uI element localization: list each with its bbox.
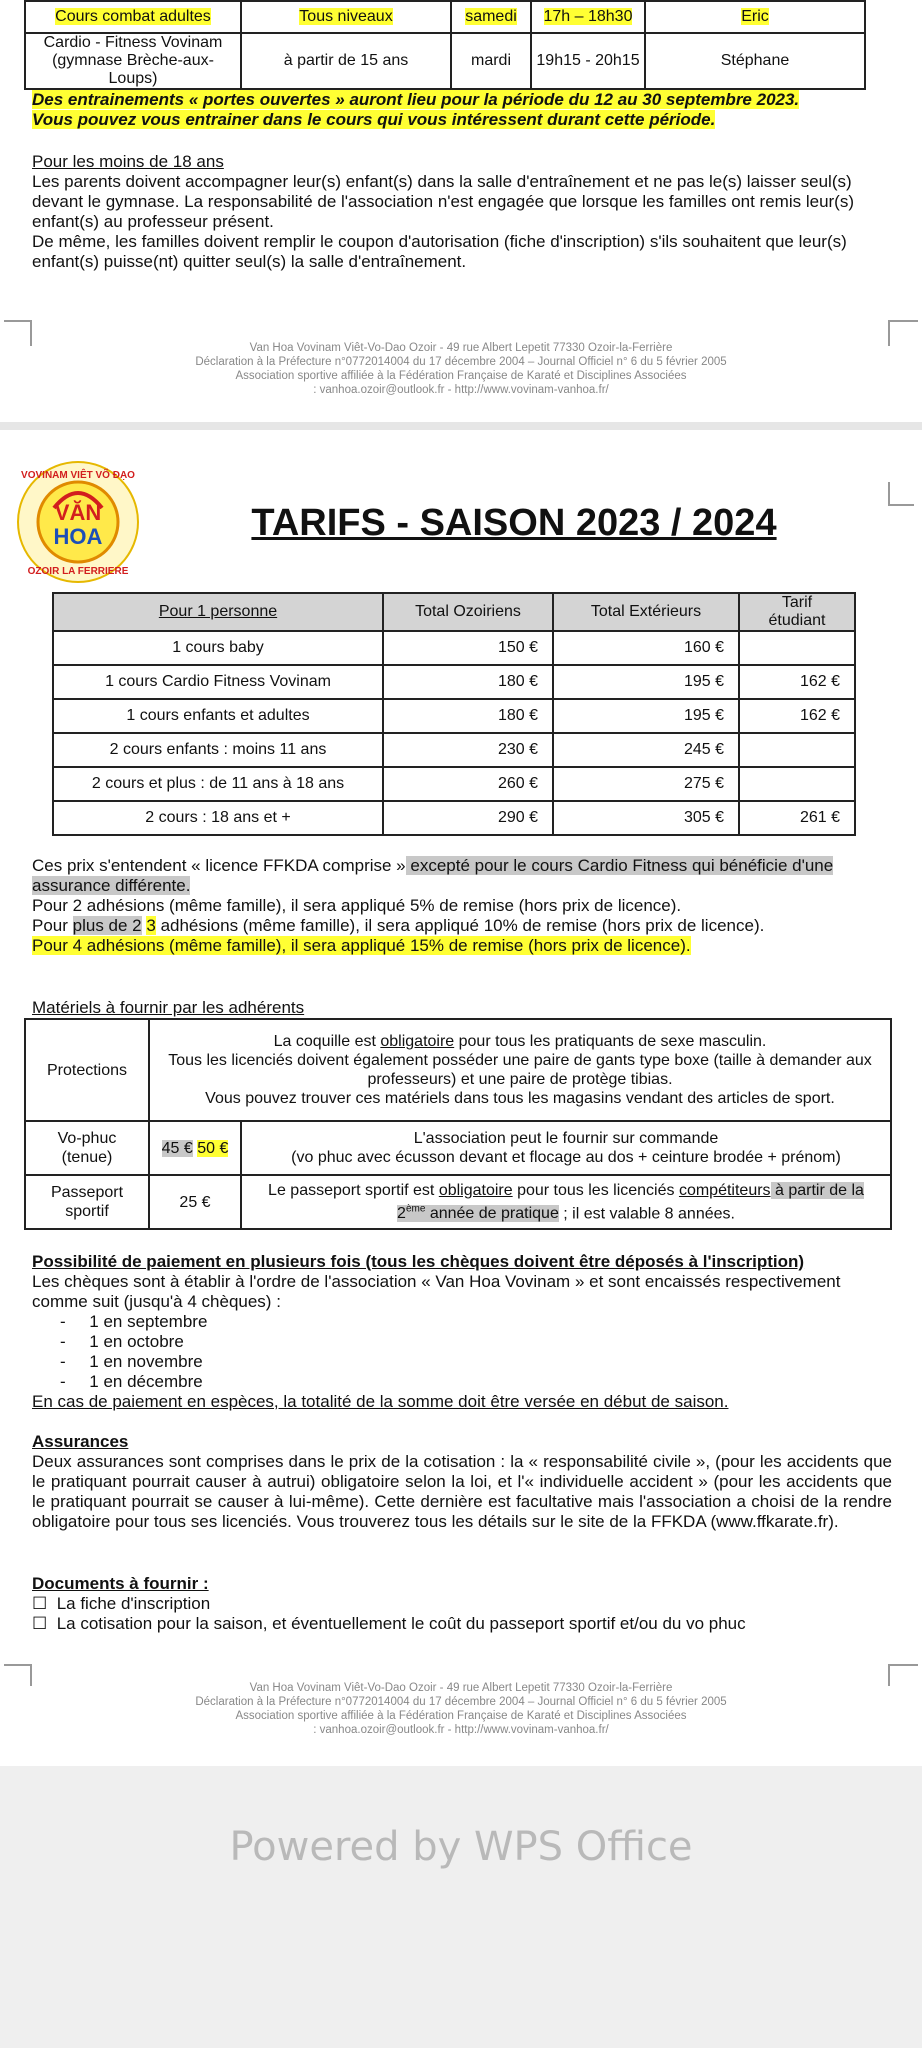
checkbox-icon: ☐ xyxy=(32,1614,48,1633)
logo-text: HOA xyxy=(53,524,103,549)
price-cell: 275 € xyxy=(553,767,739,801)
list-item xyxy=(32,1614,892,1634)
highlight-text: Pour 4 adhésions (même famille), il sera appliqué 15% de remise (hors prix de licence). xyxy=(32,936,691,955)
text: compétiteurs xyxy=(678,1181,771,1199)
text: 1 en septembre xyxy=(89,1312,208,1331)
text: 1 en novembre xyxy=(89,1352,203,1371)
table-row xyxy=(25,1175,891,1229)
text: 1 en décembre xyxy=(89,1372,203,1391)
footer-line: Association sportive affiliée à la Fédération Française de Karaté et Disciplines Associées xyxy=(235,370,687,382)
list-item: - 1 en septembre xyxy=(60,1312,208,1331)
price-cell: 160 € xyxy=(553,631,739,665)
row-label: 2 cours enfants : moins 11 ans xyxy=(53,733,383,767)
table-row xyxy=(53,767,855,801)
discount-4 xyxy=(32,936,892,956)
powered-text: Powered by WPS Office xyxy=(229,1824,693,1870)
price-cell: 162 € xyxy=(739,699,855,733)
price-cell xyxy=(739,767,855,801)
footer-line: Van Hoa Vovinam Viêt-Vo-Dao Ozoir - 49 rue Albert Lepetit 77330 Ozoir-la-Ferrière xyxy=(249,342,673,354)
powered-banner xyxy=(0,1766,922,2048)
club-logo xyxy=(14,458,142,586)
day-cell: mardi xyxy=(451,33,531,89)
assurances-text: Deux assurances sont comprises dans le prix de la cotisation : la « responsabilité civile », (pour les accidents que le pratiquant pourrait causer à autrui) obligatoire selon la loi, et l'« individuelle accident » (pour les accidents que le pratiquant pourrait se causer à lui-même). Cette dernière est facultative mais l'association a choisi de la rendre obligatoire pour tous ses licenciés. Vous trouverez tous les détails sur le site de la FFKDA (www.ffkarate.fr). xyxy=(32,1452,892,1531)
minors-paragraph2: De même, les familles doivent remplir le coupon d'autorisation (fiche d'inscription) s'ils souhaitent que leur(s) enfant(s) puisse(nt) quitter seul(s) la salle d'entraînement. xyxy=(32,232,847,271)
paiement-text: Les chèques sont à établir à l'ordre de l'association « Van Hoa Vovinam » et sont encaissés respectivement comme suit (jusqu'à 4 chèques) : xyxy=(32,1272,841,1311)
row-label: Passeport sportif xyxy=(25,1175,149,1229)
price-cell: 290 € xyxy=(383,801,553,835)
text: pour tous les pratiquants de sexe masculin. xyxy=(454,1033,767,1050)
day-cell: samedi xyxy=(465,8,517,25)
passeport-text xyxy=(241,1175,891,1229)
open-doors-line2: Vous pouvez vous entrainer dans le cours qui vous intéressent durant cette période. xyxy=(32,110,716,129)
column-header: Tarif étudiant xyxy=(739,593,855,631)
table-row xyxy=(53,699,855,733)
text: à partir de la xyxy=(770,1181,864,1199)
minors-title: Pour les moins de 18 ans xyxy=(32,152,224,171)
paiement-title: Possibilité de paiement en plusieurs fois (tous les chèques doivent être déposés à l'inscription) xyxy=(32,1252,805,1271)
text: pour tous les licenciés xyxy=(512,1181,679,1199)
table-row xyxy=(25,1121,891,1175)
text: année de pratique xyxy=(425,1205,559,1223)
highlight-text: 3 xyxy=(146,916,156,935)
text: La cotisation pour la saison, et éventuellement le coût du passeport sportif et/ou du vo phuc xyxy=(56,1614,746,1633)
table-row xyxy=(25,33,865,89)
course-cell: Cardio - Fitness Vovinam (gymnase Brèche-aux-Loups) xyxy=(25,33,241,89)
text: L'association peut le fournir sur commande xyxy=(413,1130,719,1147)
page-break xyxy=(0,422,922,430)
vophuc-price xyxy=(149,1121,241,1175)
price-cell: 260 € xyxy=(383,767,553,801)
crop-mark xyxy=(888,504,914,506)
especes-note: En cas de paiement en espèces, la totalité de la somme doit être versée en début de saison. xyxy=(32,1392,729,1411)
price-cell: 150 € xyxy=(383,631,553,665)
discount-2: Pour 2 adhésions (même famille), il sera appliqué 5% de remise (hors prix de licence). xyxy=(32,896,682,915)
price-cell: 245 € xyxy=(553,733,739,767)
teacher-cell: Stéphane xyxy=(645,33,865,89)
text: Le passeport sportif est xyxy=(268,1181,439,1199)
logo-text: VĂN xyxy=(54,500,102,525)
price-cell: 195 € xyxy=(553,665,739,699)
page-footer xyxy=(0,341,922,397)
text: Vous pouvez trouver ces matériels dans tous les magasins vendant des articles de sport. xyxy=(205,1090,835,1107)
text: 50 € xyxy=(197,1139,229,1157)
text: 45 € xyxy=(161,1139,193,1157)
page-footer xyxy=(0,1681,922,1737)
row-label: 1 cours Cardio Fitness Vovinam xyxy=(53,665,383,699)
price-cell xyxy=(739,631,855,665)
price-cell: 180 € xyxy=(383,665,553,699)
footer-line: Déclaration à la Préfecture n°0772014004 du 17 décembre 2004 – Journal Officiel n° 6 du 5 février 2005 xyxy=(195,356,727,368)
schedule-table xyxy=(24,0,866,90)
row-label: 1 cours baby xyxy=(53,631,383,665)
column-header: Pour 1 personne xyxy=(158,603,278,620)
table-row xyxy=(53,665,855,699)
time-cell: 17h – 18h30 xyxy=(543,8,633,25)
materiel-table xyxy=(24,1018,892,1230)
table-row xyxy=(53,801,855,835)
prices-note-a: Ces prix s'entendent « licence FFKDA comprise » xyxy=(32,856,406,875)
text: ; il est valable 8 années. xyxy=(558,1205,735,1223)
list-item: - 1 en novembre xyxy=(60,1352,203,1371)
table-row xyxy=(53,631,855,665)
footer-line: Association sportive affiliée à la Fédération Française de Karaté et Disciplines Associées xyxy=(235,1710,687,1722)
footer-line: : vanhoa.ozoir@outlook.fr - http://www.vovinam-vanhoa.fr/ xyxy=(313,384,609,396)
price-cell xyxy=(739,733,855,767)
row-label: Vo-phuc (tenue) xyxy=(25,1121,149,1175)
open-doors-notice xyxy=(32,90,892,130)
documents-title: Documents à fournir : xyxy=(32,1574,209,1593)
text: 1 en octobre xyxy=(89,1332,184,1351)
text: adhésions (même famille), il sera appliqué 10% de remise (hors prix de licence). xyxy=(155,916,765,935)
table-row xyxy=(25,1,865,33)
course-cell: Cours combat adultes xyxy=(55,8,211,25)
logo-text: VOVINAM VIÊT VÕ ĐẠO xyxy=(21,470,135,481)
discount-3 xyxy=(32,916,892,936)
text: obligatoire xyxy=(438,1181,513,1199)
text: La fiche d'inscription xyxy=(56,1594,211,1613)
table-row xyxy=(53,733,855,767)
text: 2 xyxy=(397,1205,406,1223)
prices-note-b: excepté pour le cours Cardio Fitness qui bénéficie d'une assurance différente. xyxy=(32,856,834,895)
text: Pour xyxy=(32,916,73,935)
age-cell: Tous niveaux xyxy=(299,8,393,25)
price-cell: 261 € xyxy=(739,801,855,835)
list-item: - 1 en octobre xyxy=(60,1332,184,1351)
open-doors-line1: Des entrainements « portes ouvertes » auront lieu pour la période du 12 au 30 septembre 2023. xyxy=(32,90,800,109)
time-cell: 19h15 - 20h15 xyxy=(531,33,645,89)
materiel-title: Matériels à fournir par les adhérents xyxy=(32,998,305,1017)
footer-line: Van Hoa Vovinam Viêt-Vo-Dao Ozoir - 49 rue Albert Lepetit 77330 Ozoir-la-Ferrière xyxy=(249,1682,673,1694)
footer-line: Déclaration à la Préfecture n°0772014004 du 17 décembre 2004 – Journal Officiel n° 6 du 5 février 2005 xyxy=(195,1696,727,1708)
checkbox-icon: ☐ xyxy=(32,1594,48,1613)
vophuc-text xyxy=(241,1121,891,1175)
text: La coquille est xyxy=(273,1033,381,1050)
text: Tous les licenciés doivent également posséder une paire de gants type boxe (taille à demander aux professeurs) et une paire de protège tibias. xyxy=(168,1052,872,1088)
row-label: 2 cours : 18 ans et + xyxy=(53,801,383,835)
crop-mark xyxy=(888,482,916,504)
list-item xyxy=(32,1594,892,1614)
prices-note xyxy=(32,856,892,896)
column-header: Total Ozoiriens xyxy=(383,593,553,631)
column-header: Total Extérieurs xyxy=(553,593,739,631)
footer-line: : vanhoa.ozoir@outlook.fr - http://www.vovinam-vanhoa.fr/ xyxy=(313,1724,609,1736)
table-header-row xyxy=(53,593,855,631)
logo-text: OZOIR LA FERRIERE xyxy=(27,566,129,577)
tarifs-table xyxy=(52,592,856,836)
price-cell: 162 € xyxy=(739,665,855,699)
price-cell: 230 € xyxy=(383,733,553,767)
text: ème xyxy=(405,1203,426,1215)
age-cell: à partir de 15 ans xyxy=(241,33,451,89)
row-label: 1 cours enfants et adultes xyxy=(53,699,383,733)
price-cell: 195 € xyxy=(553,699,739,733)
price-cell: 180 € xyxy=(383,699,553,733)
row-label: Protections xyxy=(25,1019,149,1121)
list-item: - 1 en décembre xyxy=(60,1372,203,1391)
price-cell: 305 € xyxy=(553,801,739,835)
tarifs-title: TARIFS - SAISON 2023 / 2024 xyxy=(251,502,777,544)
passeport-price: 25 € xyxy=(149,1175,241,1229)
assurances-title: Assurances xyxy=(32,1432,129,1451)
table-row xyxy=(25,1019,891,1121)
text: obligatoire xyxy=(380,1033,455,1050)
row-label: 2 cours et plus : de 11 ans à 18 ans xyxy=(53,767,383,801)
teacher-cell: Eric xyxy=(741,8,769,25)
protections-text xyxy=(149,1019,891,1121)
text: (vo phuc avec écusson devant et flocage au dos + ceinture brodée + prénom) xyxy=(291,1149,841,1166)
minors-paragraph1: Les parents doivent accompagner leur(s) enfant(s) dans la salle d'entraînement et ne pas le(s) laisser seul(s) devant le gymnase. La responsabilité de l'association n'est engagée que lorsque les familles ont remis leur(s) enfant(s) au professeur présent. xyxy=(32,172,855,231)
struck-text: plus de 2 xyxy=(72,916,142,935)
